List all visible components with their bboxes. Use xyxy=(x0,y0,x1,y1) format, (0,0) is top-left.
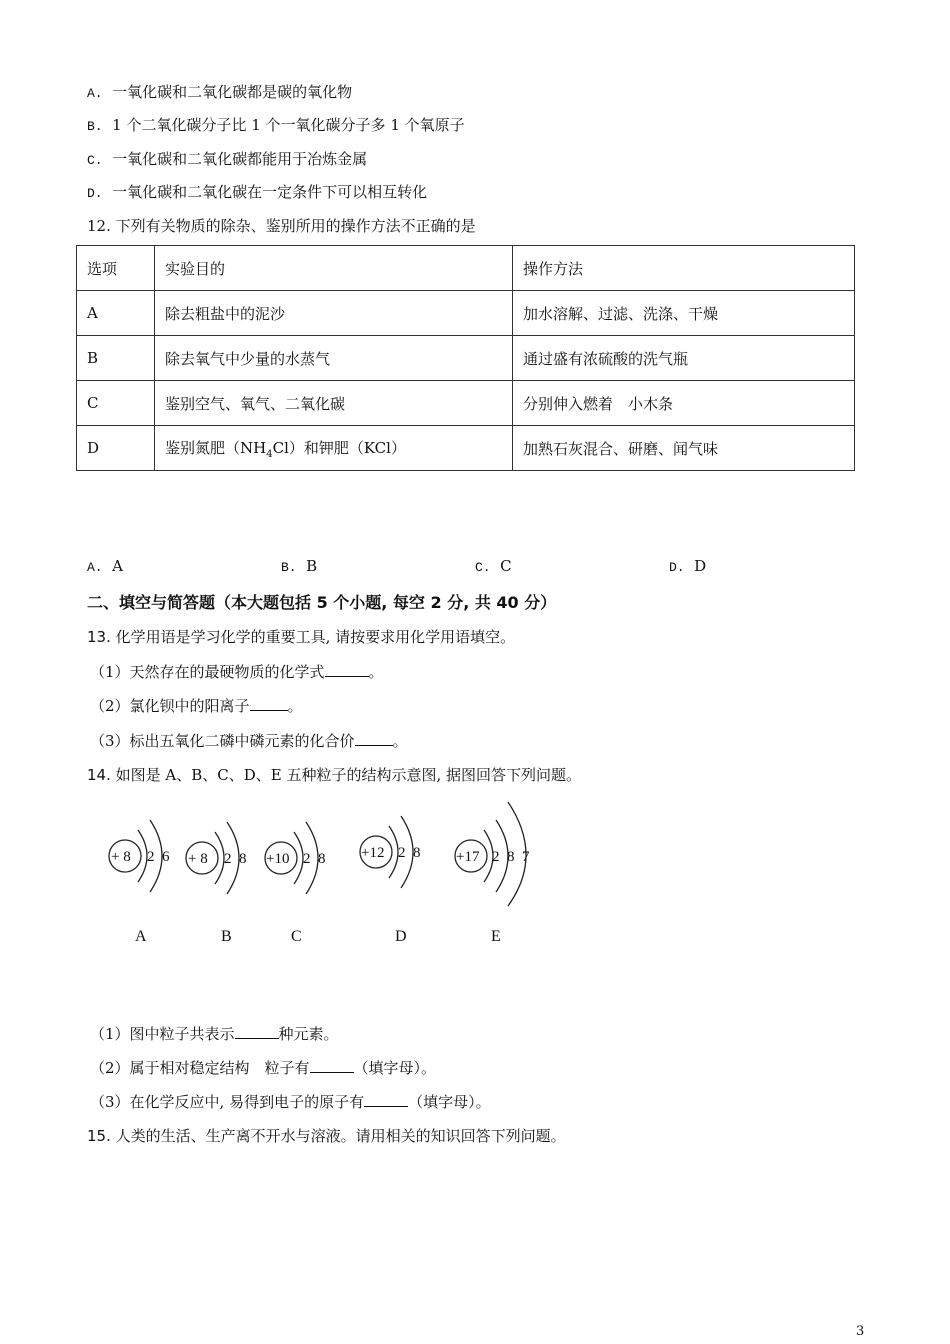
answer-blank[interactable] xyxy=(364,1092,408,1107)
row-method: 分别伸入燃着 小木条 xyxy=(513,381,855,426)
item-text: （2）氯化钡中的阳离子 xyxy=(90,697,250,715)
q13-item-3 xyxy=(90,730,408,751)
header-purpose: 实验目的 xyxy=(155,246,513,291)
question-text: 化学用语是学习化学的重要工具, 请按要求用化学用语填空。 xyxy=(110,628,516,646)
q12-answer-c xyxy=(475,557,512,575)
q12-table xyxy=(76,245,855,471)
particle-c-shells: 2 8 xyxy=(303,851,326,867)
option-text: 一氧化碳和二氧化碳都是碳的氧化物 xyxy=(112,83,353,101)
answer-blank[interactable] xyxy=(325,662,369,677)
question-number: 13. xyxy=(87,628,111,646)
item-text: （2）属于相对稳定结构 粒子有 xyxy=(90,1059,310,1077)
item-end: 。 xyxy=(392,732,408,750)
q12-answer-a xyxy=(87,557,123,575)
particle-d-shells: 2 8 xyxy=(398,845,421,861)
item-text: （3）标出五氧化二磷中磷元素的化合价 xyxy=(90,732,355,750)
q13-stem xyxy=(87,626,515,647)
answer-letter: B. xyxy=(281,560,297,575)
purpose-pre: 鉴别氮肥（NH xyxy=(165,438,267,457)
particle-a-label: A xyxy=(135,928,147,945)
row-option: A xyxy=(77,291,155,336)
particle-e-label: E xyxy=(491,928,501,945)
particle-e-nucleus: +17 xyxy=(456,849,480,865)
option-text: 1 个二氧化碳分子比 1 个一氧化碳分子多 1 个氧原子 xyxy=(112,116,465,134)
particle-c-nucleus: +10 xyxy=(266,851,290,867)
q14-stem xyxy=(87,764,581,785)
option-text: 一氧化碳和二氧化碳都能用于冶炼金属 xyxy=(112,150,368,168)
row-method: 通过盛有浓硫酸的洗气瓶 xyxy=(513,336,855,381)
purpose-subscript: 4 xyxy=(266,448,273,460)
row-option: B xyxy=(77,336,155,381)
item-end: 。 xyxy=(287,697,303,715)
particle-d-label: D xyxy=(395,928,407,945)
answer-text: A xyxy=(112,557,123,575)
item-text: （1）图中粒子共表示 xyxy=(90,1025,235,1043)
q13-item-1 xyxy=(90,661,384,682)
particle-b-label: B xyxy=(221,928,232,945)
header-method: 操作方法 xyxy=(513,246,855,291)
answer-blank[interactable] xyxy=(250,696,288,711)
row-purpose xyxy=(155,426,513,471)
item-end: （填字母）。 xyxy=(353,1059,437,1077)
table-row xyxy=(77,336,855,381)
particle-e-shells: 2 8 7 xyxy=(492,849,530,865)
q11-option-d xyxy=(87,181,427,202)
answer-letter: C. xyxy=(475,560,491,575)
particle-c-shell-1 xyxy=(294,832,303,884)
particle-b-shells: 2 8 xyxy=(224,851,247,867)
answer-text: C xyxy=(500,557,512,575)
row-purpose: 鉴别空气、氧气、二氧化碳 xyxy=(155,381,513,426)
table-header-row xyxy=(77,246,855,291)
atomic-structure-diagram xyxy=(100,796,550,951)
q12-answer-b xyxy=(281,557,317,575)
option-letter: C. xyxy=(87,153,103,168)
q12-stem: 12. 下列有关物质的除杂、鉴别所用的操作方法不正确的是 xyxy=(87,217,476,235)
purpose-post: Cl）和钾肥（KCl） xyxy=(272,438,406,457)
row-option: D xyxy=(77,426,155,471)
table-row xyxy=(77,381,855,426)
item-end: 种元素。 xyxy=(278,1025,339,1043)
particle-a-shell-1 xyxy=(138,830,147,882)
question-number: 14. xyxy=(87,766,111,784)
particle-b-nucleus: + 8 xyxy=(188,851,208,867)
item-end: （填字母）。 xyxy=(408,1093,491,1111)
answer-letter: D. xyxy=(669,560,685,575)
item-end: 。 xyxy=(368,663,384,681)
answer-blank[interactable] xyxy=(235,1024,279,1039)
option-text: 一氧化碳和二氧化碳在一定条件下可以相互转化 xyxy=(112,183,428,201)
answer-text: D xyxy=(694,557,707,575)
q14-item-2 xyxy=(90,1057,436,1078)
q11-option-b xyxy=(87,114,465,135)
item-text: （3）在化学反应中, 易得到电子的原子有 xyxy=(90,1093,365,1111)
q14-item-3 xyxy=(90,1091,491,1112)
particle-a-shells: 2 6 xyxy=(147,849,170,865)
question-number: 15. xyxy=(87,1127,111,1145)
table-row xyxy=(77,291,855,336)
answer-blank[interactable] xyxy=(355,731,393,746)
option-letter: B. xyxy=(87,119,103,134)
particle-b-shell-1 xyxy=(215,832,224,884)
particle-d-shell-1 xyxy=(389,826,398,878)
q13-item-2 xyxy=(90,695,303,716)
section-title: 二、填空与简答题（本大题包括 5 个小题, 每空 2 分, 共 40 分） xyxy=(87,593,557,612)
header-option: 选项 xyxy=(77,246,155,291)
particle-c-label: C xyxy=(291,928,302,945)
answer-blank[interactable] xyxy=(310,1058,354,1073)
q11-option-c xyxy=(87,148,367,169)
particle-d-nucleus: +12 xyxy=(361,845,385,861)
row-method: 加水溶解、过滤、洗涤、干燥 xyxy=(513,291,855,336)
question-text: 如图是 A、B、C、D、E 五种粒子的结构示意图, 据图回答下列问题。 xyxy=(110,766,582,784)
option-letter: D. xyxy=(87,186,103,201)
q14-item-1 xyxy=(90,1023,339,1044)
particle-a-nucleus: + 8 xyxy=(111,849,131,865)
page-number: 3 xyxy=(856,1324,865,1339)
q11-option-a xyxy=(87,81,352,102)
answer-letter: A. xyxy=(87,560,103,575)
answer-text: B xyxy=(306,557,318,575)
item-text: （1）天然存在的最硬物质的化学式 xyxy=(90,663,325,681)
q12-answer-d xyxy=(669,557,706,575)
option-letter: A. xyxy=(87,86,103,101)
row-method: 加熟石灰混合、研磨、闻气味 xyxy=(513,426,855,471)
question-text: 人类的生活、生产离不开水与溶液。请用相关的知识回答下列问题。 xyxy=(110,1127,566,1145)
row-purpose: 除去粗盐中的泥沙 xyxy=(155,291,513,336)
row-purpose: 除去氧气中少量的水蒸气 xyxy=(155,336,513,381)
row-option: C xyxy=(77,381,155,426)
table-row xyxy=(77,426,855,471)
q15-stem xyxy=(87,1125,566,1146)
